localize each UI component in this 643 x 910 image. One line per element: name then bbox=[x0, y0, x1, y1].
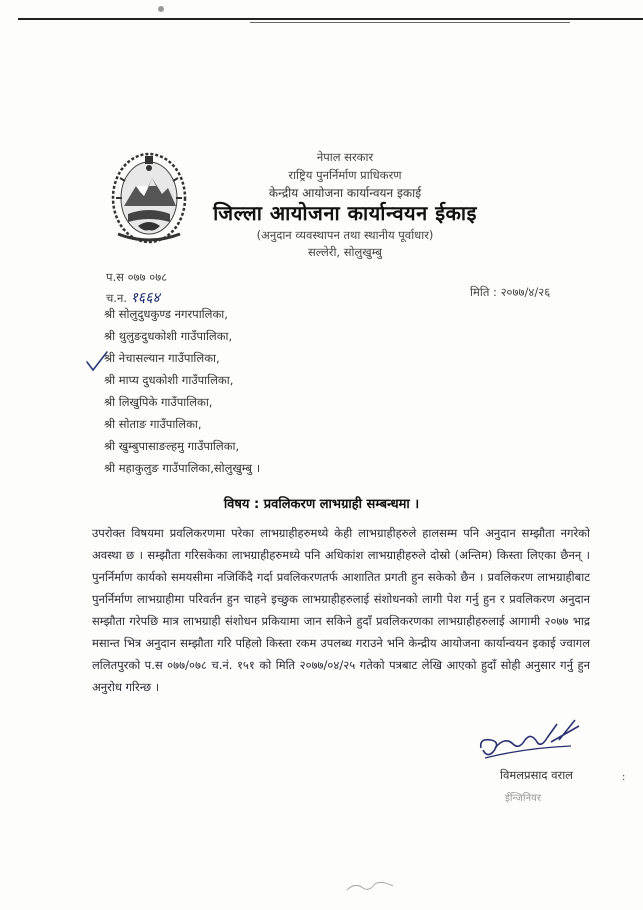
office-location: सल्लेरी, सोलुखुम्बु bbox=[307, 245, 382, 259]
letter-body: उपरोक्त विषयमा प्रवलिकरणमा परेका लाभग्राहीहरुमध्ये केही लाभग्राहीहरुले हालसम्म पनि अनुदान सम्झौता नगरेको अवस्था छ । सम्झौता गरिसकेका लाभग्राहीहरुमध्ये पनि अधिकांश लाभग्राहीहरुले दोस्रो (अन्तिम) किस्ता लिएका छैनन् । पुनर्निर्माण कार्यको समयसीमा नजिकिँदै गर्दा प्रवलिकरणतर्फ आशातित प्रगती हुन सकेको छैन । प्रवलिकरण लाभग्राहीबाट पुनर्निर्माण लाभग्राहीमा परिवर्तन हुन चाहने इच्छुक लाभग्राहीहरुलाई संशोधनको लागी पेश गर्नु हुन र प्रवलिकरण अनुदान सम्झौता गरेपछि मात्र लाभग्राही संशोधन प्रकियामा जान सकिने हुदाँ प्रवलिकरणका लाभग्राहीहरुलाई आगामी २०७७ भाद्र मसान्त भित्र अनुदान सम्झौता गरि पहिलो किस्ता रकम उपलब्ध गराउने भनि केन्द्रीय आयोजना कार्यान्वयन इकाई ज्वागल ललितपुरको प.स ०७७/०७८ च.नं. १५१ को मिति २०७७/०४/२५ गतेको पत्रबाट लेखि आएको हुदाँ सोही अनुसार गर्नु हुन अनुरोध गरिन्छ । bbox=[92, 526, 590, 694]
recipient-line: श्री सोलुदुधकुण्ड नगरपालिका, bbox=[104, 307, 228, 321]
govt-name: नेपाल सरकार bbox=[316, 150, 374, 164]
top-rule-thin bbox=[250, 22, 570, 23]
recipient-line: श्री नेचासल्यान गाउँपालिका, bbox=[104, 351, 220, 365]
scan-speck bbox=[158, 6, 164, 12]
office-title: जिल्ला आयोजना कार्यान्वयन ईकाइ bbox=[213, 201, 477, 225]
fiscal-reference: प.स ०७७ ०७८ bbox=[106, 270, 168, 284]
scan-scribble bbox=[345, 878, 395, 894]
central-unit-name: केन्द्रीय आयोजना कार्यान्वयन इकाई bbox=[268, 186, 422, 200]
dispatch-prefix: च.न. bbox=[106, 291, 127, 305]
top-rule bbox=[18, 18, 643, 20]
recipient-line: श्री सोताङ गाउँपालिका, bbox=[104, 417, 202, 431]
recipient-line: श्री लिखुपिके गाउँपालिका, bbox=[104, 395, 213, 409]
handwritten-tick-icon bbox=[85, 350, 109, 372]
dispatch-number: १६६४ bbox=[130, 290, 160, 306]
signatory-title: ईन्जिनियर bbox=[505, 793, 541, 804]
signatory-name: विमलप्रसाद वराल bbox=[500, 768, 573, 782]
letter-subject: विषय : प्रवलिकरण लाभग्राही सम्बन्धमा । bbox=[223, 497, 420, 512]
authority-name: राष्ट्रिय पुनर्निर्माण प्राधिकरण bbox=[288, 168, 402, 182]
letter-date: मिति : २०७७/४/२६ bbox=[470, 285, 551, 299]
signature-icon bbox=[475, 718, 585, 766]
recipient-line: श्री माप्य दुधकोशी गाउँपालिका, bbox=[104, 373, 234, 387]
margin-dots: : bbox=[622, 772, 626, 783]
nepal-emblem-icon bbox=[108, 148, 190, 248]
recipient-line: श्री खुम्बुपासाङल्हमु गाउँपालिका, bbox=[104, 439, 240, 453]
office-subtitle: (अनुदान व्यवस्थापन तथा स्थानीय पूर्वाधार) bbox=[256, 228, 434, 242]
recipient-line: श्री थुलुङदुधकोशी गाउँपालिका, bbox=[104, 329, 233, 343]
recipient-line: श्री महाकुलुङ गाउँपालिका,सोलुखुम्बु । bbox=[104, 461, 261, 475]
dispatch-reference bbox=[106, 288, 160, 307]
